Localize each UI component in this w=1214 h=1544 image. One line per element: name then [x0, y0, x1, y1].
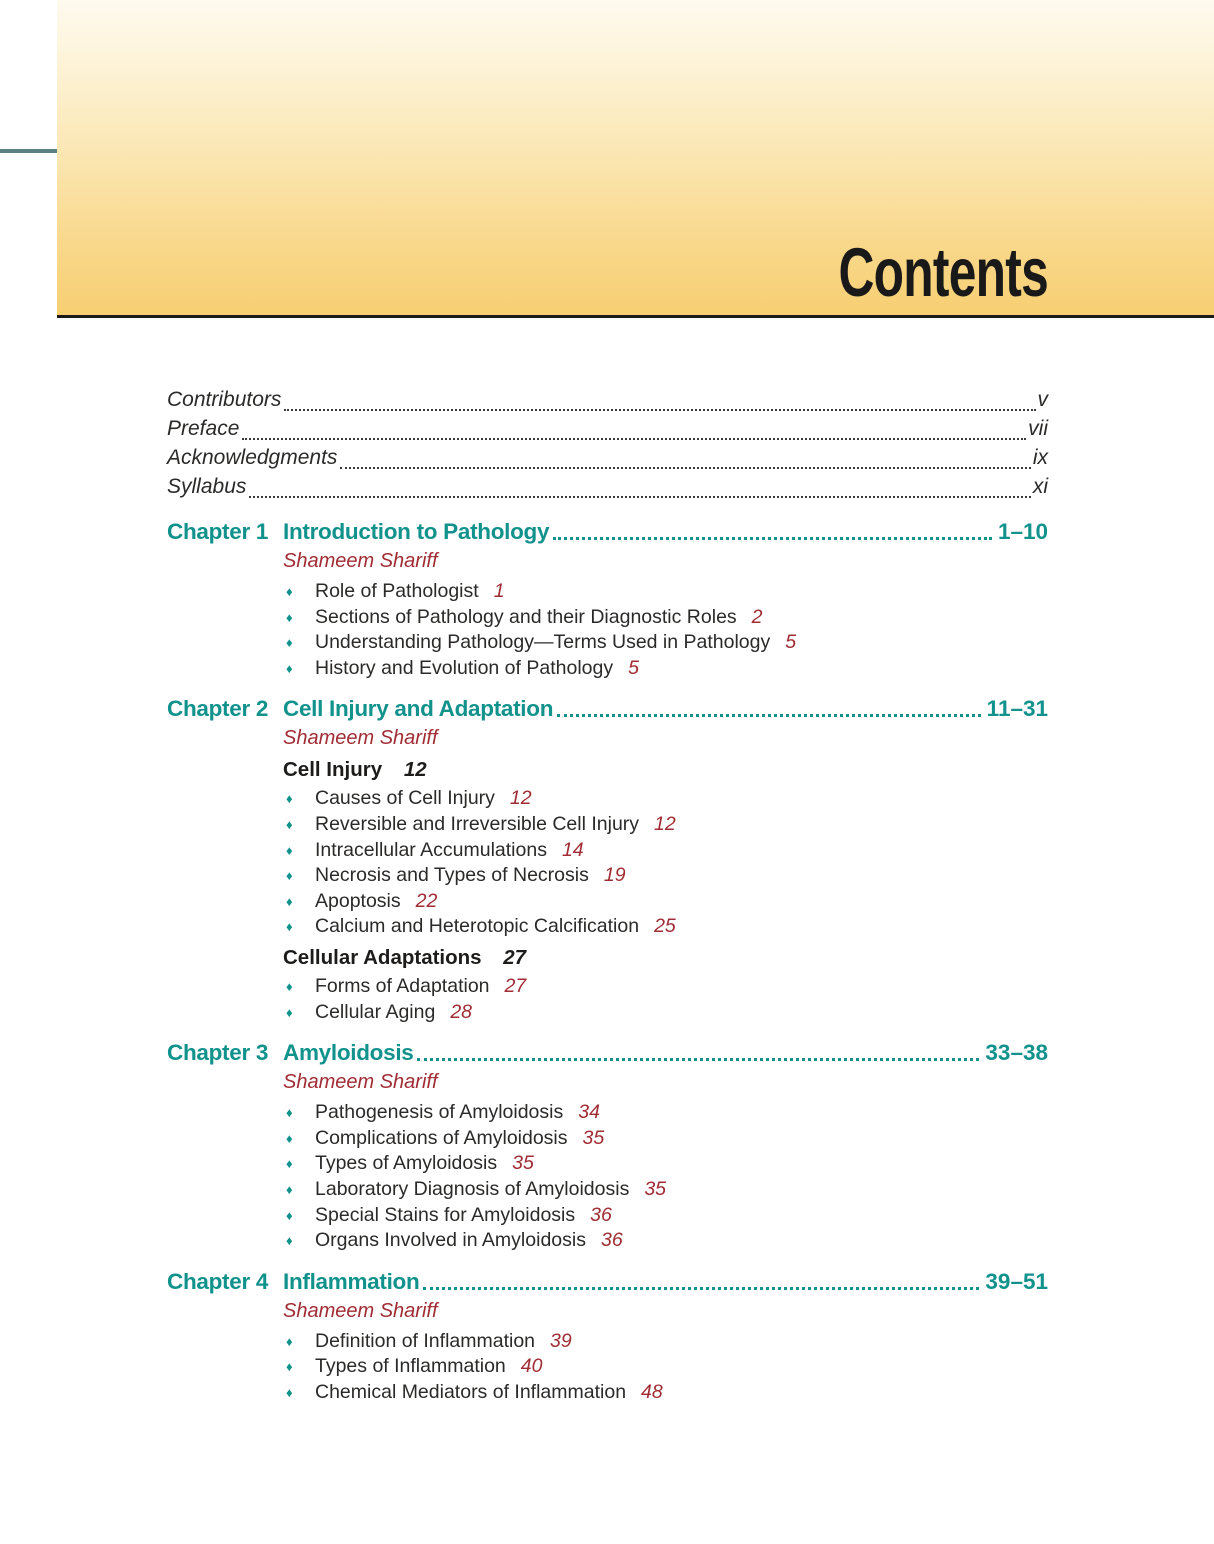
chapter-title: Inflammation	[283, 1268, 420, 1294]
chapter-title-row	[283, 1038, 1048, 1068]
chapter-number: Chapter 4	[167, 1268, 269, 1294]
toc-item-text: Sections of Pathology and their Diagnostic Roles	[315, 605, 737, 628]
chapter-block	[167, 694, 1048, 1025]
margin-rule	[0, 149, 57, 153]
diamond-bullet-icon: ♦	[286, 1359, 293, 1375]
banner	[57, 0, 1214, 318]
toc-item-text: Organs Involved in Amyloidosis	[315, 1229, 586, 1252]
front-matter-page-number: v	[1037, 388, 1048, 411]
dot-leader	[340, 467, 1030, 469]
diamond-bullet-icon: ♦	[286, 1233, 293, 1249]
diamond-bullet-icon: ♦	[286, 1384, 293, 1400]
chapter-author: Shameem Shariff	[283, 727, 438, 750]
toc-item-page-number: 35	[644, 1177, 667, 1200]
diamond-bullet-icon: ♦	[286, 1207, 293, 1223]
dot-leader	[242, 438, 1026, 440]
chapter-title-row	[283, 694, 1048, 724]
dot-leader	[557, 714, 981, 717]
front-matter-label: Syllabus	[167, 475, 247, 498]
toc-item-text: Calcium and Heterotopic Calcification	[315, 915, 640, 938]
toc-item-text: Definition of Inflammation	[315, 1329, 536, 1352]
chapter-title: Cell Injury and Adaptation	[283, 696, 554, 722]
chapter-main	[283, 694, 1048, 1025]
toc-item-page-number: 27	[504, 974, 527, 997]
chapter-title: Introduction to Pathology	[283, 519, 550, 544]
toc-item	[283, 1000, 1048, 1026]
toc-item-text: Reversible and Irreversible Cell Injury	[315, 812, 640, 835]
toc-item	[283, 1126, 1048, 1152]
dot-leader	[417, 1058, 979, 1061]
toc-item	[283, 889, 1048, 915]
toc-item-page-number: 35	[582, 1126, 605, 1149]
toc-item-text: Types of Inflammation	[315, 1355, 506, 1378]
toc-item-text: Forms of Adaptation	[315, 974, 490, 997]
toc-item-text: Chemical Mediators of Inflammation	[315, 1380, 627, 1403]
toc-item-text: Types of Amyloidosis	[315, 1152, 498, 1175]
diamond-bullet-icon: ♦	[286, 791, 293, 807]
chapter-entries	[283, 1329, 1048, 1406]
toc-item-text: Complications of Amyloidosis	[315, 1126, 568, 1149]
chapter-block	[167, 1038, 1048, 1254]
chapter-entries	[283, 757, 1048, 1025]
diamond-bullet-icon: ♦	[286, 609, 293, 625]
diamond-bullet-icon: ♦	[286, 1004, 293, 1020]
front-matter-row	[167, 475, 1048, 504]
diamond-bullet-icon: ♦	[286, 660, 293, 676]
toc-item	[283, 863, 1048, 889]
toc-item-text: Role of Pathologist	[315, 580, 479, 602]
toc-section-page-number: 27	[503, 945, 527, 969]
toc-item-page-number: 2	[751, 605, 763, 628]
toc-item-page-number: 36	[600, 1229, 623, 1252]
toc-item	[283, 786, 1048, 812]
toc-section-heading	[283, 757, 1048, 783]
toc-item	[283, 579, 1048, 605]
front-matter	[167, 388, 1048, 504]
chapter-page-range: 11–31	[986, 696, 1048, 722]
toc-item-page-number: 1	[493, 580, 505, 602]
toc-content	[167, 388, 1048, 1405]
chapter-title: Amyloidosis	[283, 1040, 414, 1066]
toc-item-page-number: 40	[520, 1355, 543, 1378]
diamond-bullet-icon: ♦	[286, 868, 293, 884]
toc-item	[283, 630, 1048, 656]
toc-item-page-number: 19	[603, 864, 626, 887]
toc-item	[283, 974, 1048, 1000]
dot-leader	[553, 537, 992, 540]
chapter-page-range: 1–10	[997, 519, 1048, 544]
toc-item-text: Laboratory Diagnosis of Amyloidosis	[315, 1177, 630, 1200]
front-matter-label: Preface	[167, 417, 240, 440]
chapter-main	[283, 1267, 1048, 1406]
toc-item-text: Apoptosis	[315, 889, 401, 912]
toc-item	[283, 1203, 1048, 1229]
chapter-entries	[283, 579, 1048, 681]
chapter-title-row	[283, 517, 1048, 547]
chapter-main	[283, 517, 1048, 681]
toc-section-heading	[283, 945, 1048, 971]
front-matter-label: Contributors	[167, 388, 282, 411]
diamond-bullet-icon: ♦	[286, 1156, 293, 1172]
dot-leader	[284, 409, 1035, 411]
toc-item	[283, 1380, 1048, 1406]
toc-item-text: Intracellular Accumulations	[315, 838, 547, 861]
toc-item-page-number: 14	[561, 838, 584, 861]
chapter-page-range: 33–38	[985, 1040, 1048, 1066]
toc-item-page-number: 12	[509, 787, 532, 810]
diamond-bullet-icon: ♦	[286, 1105, 293, 1121]
chapter-author: Shameem Shariff	[283, 1071, 438, 1094]
chapter-row	[167, 694, 1048, 1025]
page-title: Contents	[838, 234, 1048, 311]
toc-item-page-number: 5	[628, 656, 639, 679]
front-matter-label: Acknowledgments	[167, 446, 338, 469]
toc-item	[283, 1100, 1048, 1126]
toc-item	[283, 1177, 1048, 1203]
chapter-main	[283, 1038, 1048, 1254]
toc-item-page-number: 48	[641, 1380, 663, 1403]
front-matter-page-number: xi	[1032, 475, 1048, 498]
diamond-bullet-icon: ♦	[286, 893, 293, 909]
chapter-row	[167, 517, 1048, 681]
front-matter-row	[167, 446, 1048, 475]
toc-item-text: Causes of Cell Injury	[315, 787, 495, 810]
toc-item	[283, 1151, 1048, 1177]
chapter-author: Shameem Shariff	[283, 1299, 438, 1322]
toc-item-text: Cellular Aging	[315, 1000, 436, 1023]
toc-section-title: Cell Injury	[283, 758, 383, 782]
toc-item	[283, 656, 1048, 682]
chapter-number: Chapter 2	[167, 696, 269, 722]
diamond-bullet-icon: ♦	[286, 1333, 293, 1349]
toc-section-page-number: 12	[403, 758, 427, 782]
toc-item-page-number: 5	[785, 631, 797, 654]
toc-item-text: Pathogenesis of Amyloidosis	[315, 1101, 564, 1124]
front-matter-row	[167, 417, 1048, 446]
diamond-bullet-icon: ♦	[286, 1181, 293, 1197]
toc-item-text: History and Evolution of Pathology	[315, 656, 614, 679]
toc-item-text: Understanding Pathology—Terms Used in Pathology	[315, 631, 771, 654]
toc-item-page-number: 28	[450, 1000, 473, 1023]
dot-leader	[249, 496, 1030, 498]
diamond-bullet-icon: ♦	[286, 635, 293, 651]
chapter-number: Chapter 3	[167, 1040, 269, 1066]
toc-item	[283, 605, 1048, 631]
front-matter-page-number: ix	[1032, 446, 1048, 469]
toc-item-page-number: 36	[590, 1203, 612, 1226]
diamond-bullet-icon: ♦	[286, 584, 293, 599]
chapter-block	[167, 1267, 1048, 1406]
chapter-page-range: 39–51	[985, 1268, 1048, 1294]
chapter-title-row	[283, 1267, 1048, 1297]
diamond-bullet-icon: ♦	[286, 816, 293, 832]
dot-leader	[423, 1287, 979, 1290]
diamond-bullet-icon: ♦	[286, 919, 293, 935]
chapter-block	[167, 517, 1048, 681]
toc-item	[283, 914, 1048, 940]
diamond-bullet-icon: ♦	[286, 1130, 293, 1146]
chapter-number: Chapter 1	[167, 519, 269, 544]
toc-item-page-number: 34	[578, 1101, 600, 1124]
toc-item-page-number: 35	[512, 1152, 534, 1175]
toc-item	[283, 812, 1048, 838]
toc-item-page-number: 22	[415, 889, 438, 912]
toc-item-page-number: 39	[550, 1329, 572, 1352]
chapter-row	[167, 1038, 1048, 1254]
toc-item-text: Necrosis and Types of Necrosis	[315, 864, 589, 887]
toc-section-title: Cellular Adaptations	[283, 945, 482, 969]
front-matter-row	[167, 388, 1048, 417]
toc-item	[283, 1329, 1048, 1355]
toc-item	[283, 838, 1048, 864]
front-matter-page-number: vii	[1028, 417, 1048, 440]
diamond-bullet-icon: ♦	[286, 842, 293, 858]
toc-item-page-number: 25	[654, 915, 676, 938]
toc-item	[283, 1354, 1048, 1380]
chapter-entries	[283, 1100, 1048, 1254]
diamond-bullet-icon: ♦	[286, 978, 293, 994]
toc-item-page-number: 12	[654, 812, 676, 835]
chapter-author: Shameem Shariff	[283, 550, 438, 572]
chapter-list	[167, 517, 1048, 1405]
toc-item	[283, 1228, 1048, 1254]
chapter-row	[167, 1267, 1048, 1406]
toc-item-text: Special Stains for Amyloidosis	[315, 1203, 576, 1226]
